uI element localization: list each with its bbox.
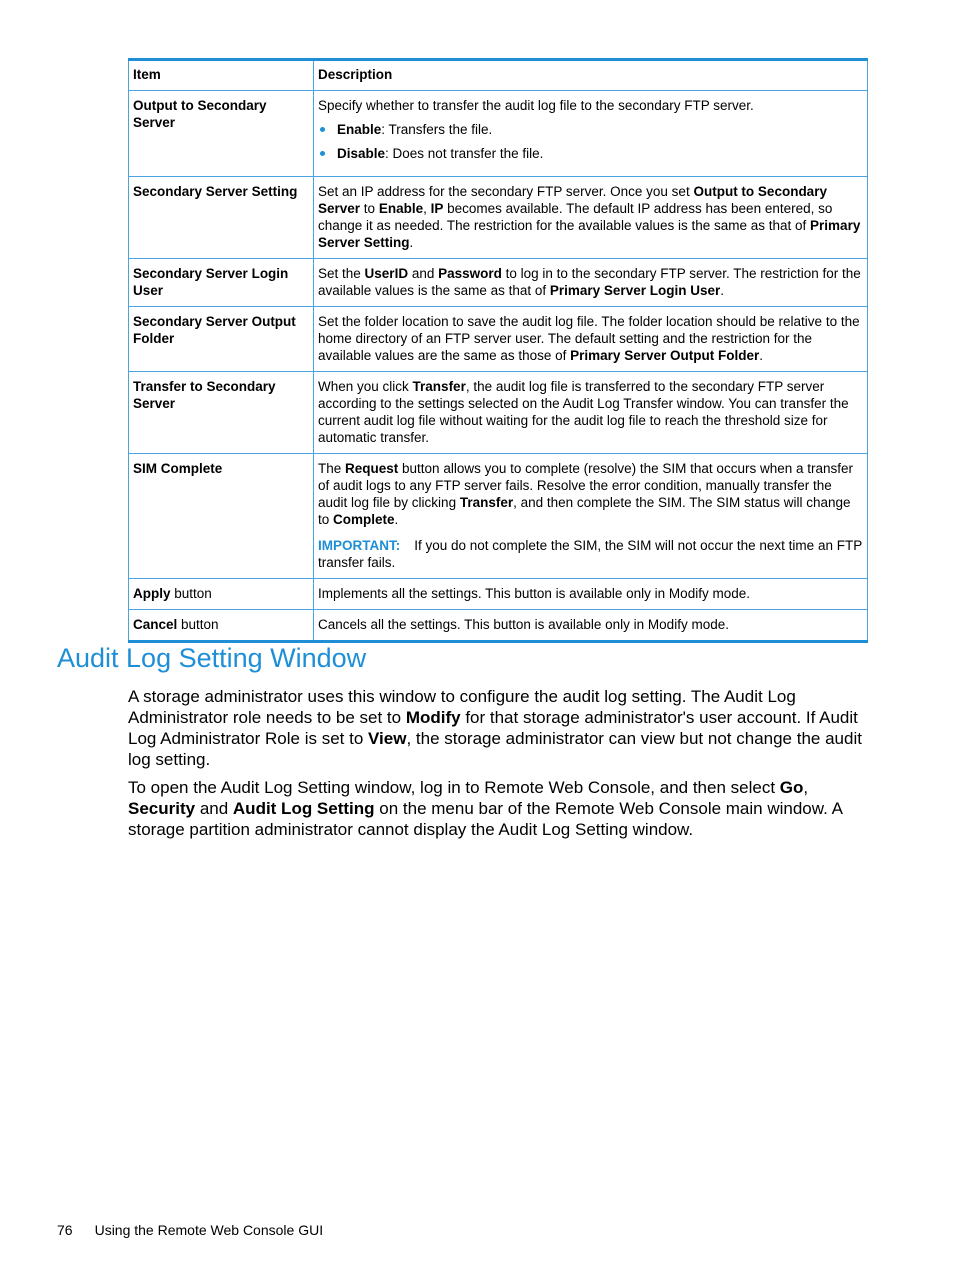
table-row: [129, 579, 868, 610]
description-cell: [314, 372, 868, 454]
list-item: [318, 145, 862, 162]
item-cell: Secondary Server Login User: [129, 259, 314, 307]
description-text: Set an IP address for the secondary FTP server. Once you set Output to Secondary Server to Enable, IP becomes available. The default IP address has been entered, so change it as needed. The restriction for the available values is the same as that of Primary Server Setting.: [318, 184, 861, 250]
option-name: Disable: [337, 146, 386, 161]
option-text: : Transfers the file.: [381, 122, 493, 137]
section-body: [128, 686, 870, 847]
item-cell: Transfer to Secondary Server: [129, 372, 314, 454]
description-cell: [314, 91, 868, 177]
paragraph: A storage administrator uses this window to configure the audit log setting. The Audit Log Administrator role needs to be set to Modify for that storage administrator's user account. If Audit Log Administrator Role is set to View, the storage administrator can view but not change the audit log setting.: [128, 687, 862, 769]
bullet-icon: [320, 151, 325, 156]
footer-title: Using the Remote Web Console GUI: [94, 1222, 324, 1238]
option-text: : Does not transfer the file.: [385, 146, 544, 161]
bullet-icon: [320, 127, 325, 132]
description-text: The Request button allows you to complete (resolve) the SIM that occurs when a transfer of audit logs to any FTP server fails. Resolve the error condition, manually transfer the audit log file by clicking Transfer, and then complete the SIM. The SIM status will change to Complete.: [318, 461, 853, 527]
option-name: Enable: [337, 122, 382, 137]
item-cell: Cancel button: [129, 610, 314, 642]
description-cell: Implements all the settings. This button is available only in Modify mode.: [314, 579, 868, 610]
description-text: When you click Transfer, the audit log file is transferred to the secondary FTP server according to the settings selected on the Audit Log Transfer window. You can transfer the current audit log file without waiting for the audit log file to reach the threshold size for automatic transfer.: [318, 379, 849, 445]
important-note: [318, 537, 862, 571]
section-heading: Audit Log Setting Window: [57, 643, 367, 673]
header-item: Item: [129, 60, 314, 91]
item-cell: Apply button: [129, 579, 314, 610]
table-row: [129, 372, 868, 454]
description-cell: Cancels all the settings. This button is available only in Modify mode.: [314, 610, 868, 642]
description-text: Specify whether to transfer the audit log file to the secondary FTP server.: [318, 98, 754, 113]
settings-table: [128, 58, 868, 643]
description-text: Set the UserID and Password to log in to the secondary FTP server. The restriction for the available values is the same as that of Primary Server Login User.: [318, 266, 861, 298]
option-list: [318, 121, 862, 162]
description-text: Set the folder location to save the audit log file. The folder location should be relative to the home directory of an FTP server user. The default setting and the restriction for the available values are the same as those of Primary Server Output Folder.: [318, 314, 860, 363]
table-row: [129, 610, 868, 642]
table-row: [129, 454, 868, 579]
item-cell: Output to Secondary Server: [129, 91, 314, 177]
table-row: [129, 91, 868, 177]
table-header-row: [129, 60, 868, 91]
important-label: IMPORTANT:: [318, 538, 401, 553]
description-cell: [314, 307, 868, 372]
paragraph: To open the Audit Log Setting window, log in to Remote Web Console, and then select Go, Security and Audit Log Setting on the menu bar of the Remote Web Console main window. A storage partition administrator cannot display the Audit Log Setting window.: [128, 778, 843, 839]
item-cell: Secondary Server Setting: [129, 177, 314, 259]
list-item: [318, 121, 862, 138]
item-cell: SIM Complete: [129, 454, 314, 579]
description-cell: [314, 454, 868, 579]
item-cell: Secondary Server Output Folder: [129, 307, 314, 372]
table-row: [129, 307, 868, 372]
important-text: If you do not complete the SIM, the SIM will not occur the next time an FTP transfer fails.: [318, 538, 862, 570]
page-number: 76: [57, 1222, 73, 1238]
header-description: Description: [314, 60, 868, 91]
description-cell: [314, 259, 868, 307]
table-row: [129, 259, 868, 307]
page-footer: [57, 1222, 323, 1238]
description-cell: [314, 177, 868, 259]
table-row: [129, 177, 868, 259]
